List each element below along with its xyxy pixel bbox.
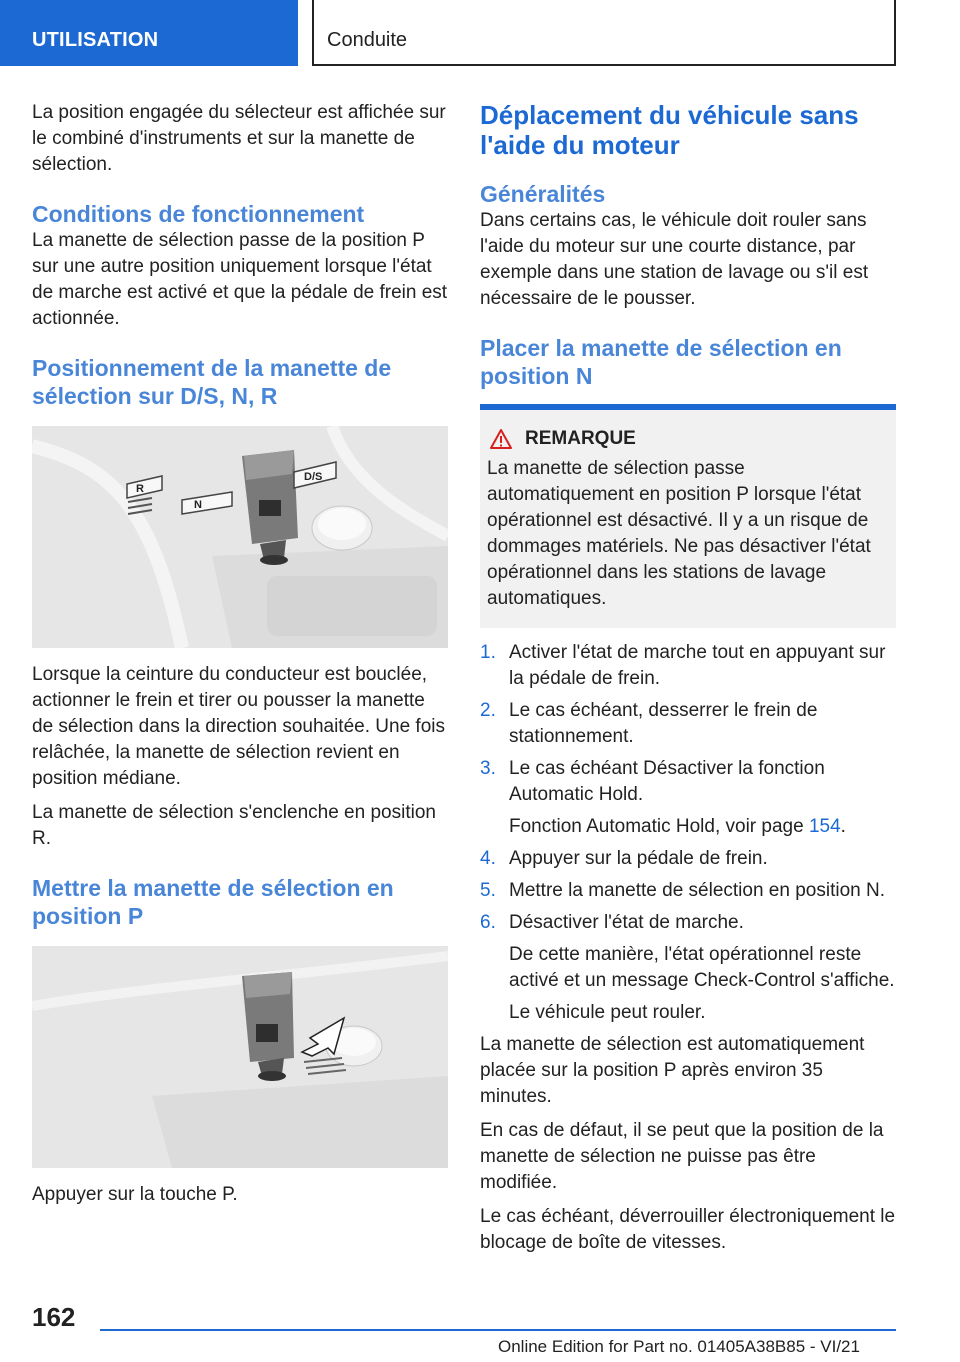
page-reference-link[interactable]: 154 [808,816,841,837]
step-number: 4. [480,848,496,869]
paragraph-conditions: La manette de sélection passe de la position P sur une autre position uniquement lorsque l'état de marche est activé et que la pédale de frein est actionnée. [32,230,448,329]
list-item [480,756,896,808]
chapter-tab: Conduite [312,0,896,66]
step-number: 3. [480,758,496,779]
figure-park-button [32,946,448,1168]
section-tab: UTILISATION [0,0,298,66]
paragraph-general: Dans certains cas, le véhicule doit rouler sans l'aide du moteur sur une courte distance, par exemple dans une station de lavage ou s'il est nécessaire de le pousser. [480,210,869,309]
step-text: Le cas échéant, desserrer le frein de stationnement. [509,700,818,747]
step-text: Activer l'état de marche tout en appuyant sur la pédale de frein. [509,642,886,689]
steps-list [480,640,896,808]
step-6-note-1: De cette manière, l'état opérationnel reste activé et un message Check-Control s'affiche. [509,944,895,991]
page-header [0,0,960,66]
list-item [480,698,896,750]
paragraph-after-2: En cas de défaut, il se peut que la position de la manette de sélection ne puisse pas être modifiée. [480,1120,884,1193]
gear-label-ds: D/S [304,471,323,483]
right-column [480,100,896,1264]
step-text: Mettre la manette de sélection en position N. [509,880,885,901]
heading-move-without-engine: Déplacement du véhicule sans l'aide du moteur [480,100,859,160]
step-3-note-suffix: . [840,816,846,837]
notice-text: La manette de sélection passe automatiquement en position P lorsque l'état opérationnel est désactivé. Il y a un risque de dommages matériels. Ne pas désactiver l'état opérationnel dans les stations de lavage automatiques. [487,458,871,609]
heading-conditions: Conditions de fonctionnement [32,201,365,227]
footer-divider [100,1329,896,1331]
step-number: 5. [480,880,496,901]
step-text: Le cas échéant Désactiver la fonction Automatic Hold. [509,758,825,805]
step-number: 2. [480,700,496,721]
heading-neutral-position: Placer la manette de sélection en position N [480,335,842,389]
paragraph-positioning-2: La manette de sélection s'enclenche en position R. [32,802,436,849]
heading-positioning: Positionnement de la manette de sélection sur D/S, N, R [32,355,392,409]
selector-lever-illustration [32,426,448,648]
list-item [480,878,896,904]
park-button-illustration [32,946,448,1168]
figure-selector-lever-positions [32,426,448,648]
warning-triangle-icon [489,428,513,450]
heading-general: Généralités [480,181,606,207]
step-3-note-text: Fonction Automatic Hold, voir page [509,816,809,837]
page-number: 162 [32,1302,76,1332]
edition-footer: Online Edition for Part no. 01405A38B85 - VI/21 [498,1337,860,1356]
notice-box [480,404,896,628]
gear-label-n: N [194,499,202,511]
step-number: 6. [480,912,496,933]
steps-list-continued [480,846,896,936]
paragraph-positioning-1: Lorsque la ceinture du conducteur est bouclée, actionner le frein et tirer ou pousser la manette de sélection dans la direction souhaitée. Une fois relâchée, la manette de sélection revient en position médiane. [32,664,445,789]
intro-paragraph: La position engagée du sélecteur est affichée sur le combiné d'instruments et sur la manette de sélection. [32,102,446,175]
list-item [480,640,896,692]
paragraph-after-1: La manette de sélection est automatiquement placée sur la position P après environ 35 minutes. [480,1034,865,1107]
notice-header [489,428,888,450]
paragraph-after-3: Le cas échéant, déverrouiller électroniquement le blocage de boîte de vitesses. [480,1206,896,1253]
step-text: Appuyer sur la pédale de frein. [509,848,768,869]
gear-label-r: R [136,483,144,495]
step-6-note-2: Le véhicule peut rouler. [509,1002,706,1023]
notice-title: REMARQUE [525,428,636,449]
left-column [32,100,448,1216]
paragraph-park: Appuyer sur la touche P. [32,1184,238,1205]
step-text: Désactiver l'état de marche. [509,912,744,933]
list-item [480,910,896,936]
heading-park-position: Mettre la manette de sélection en position P [32,875,394,929]
step-3-note [509,814,896,840]
list-item [480,846,896,872]
step-number: 1. [480,642,496,663]
